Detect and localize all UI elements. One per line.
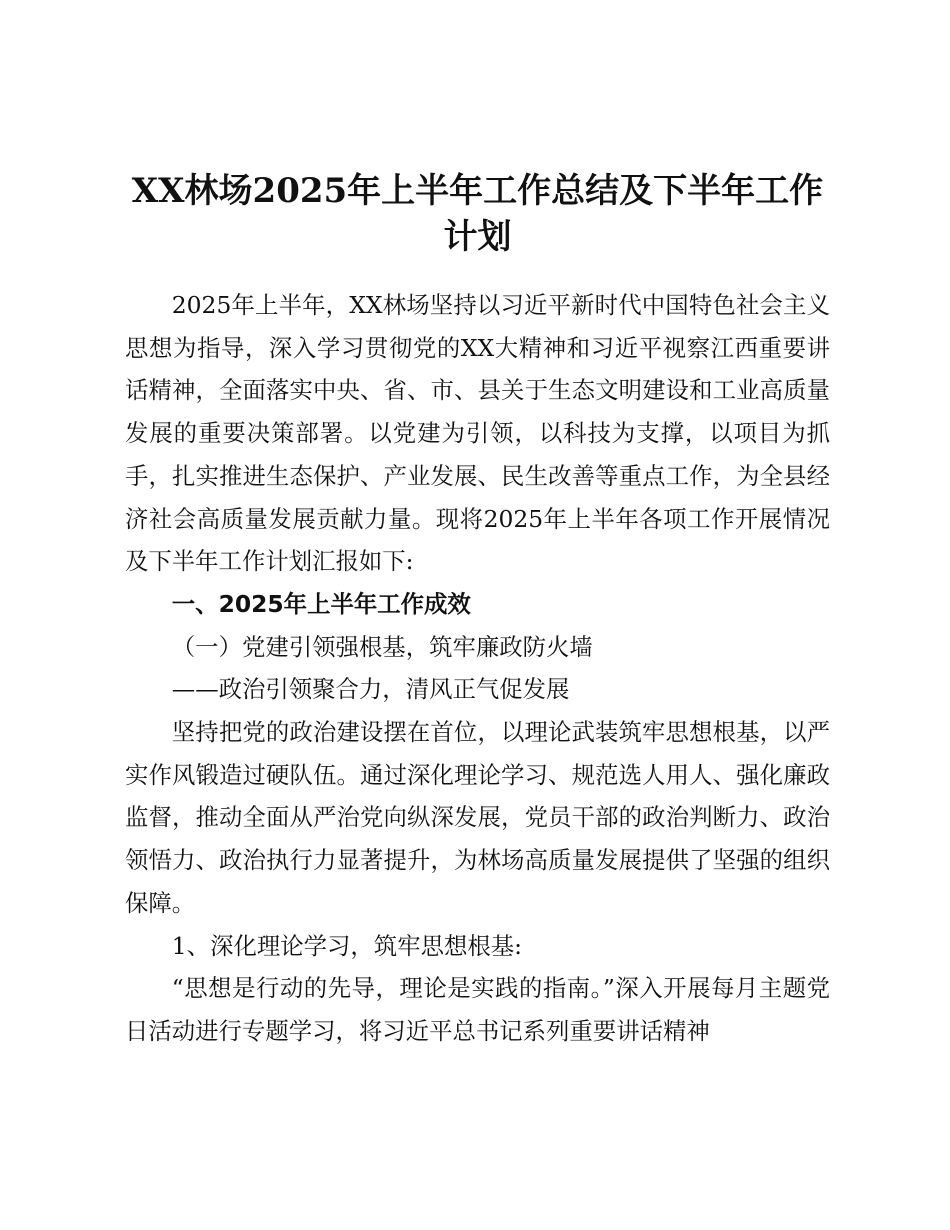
subsection-body-paragraph: 坚持把党的政治建设摆在首位，以理论武装筑牢思想根基，以严实作风锻造过硬队伍。通过深化理论学习、规范选人用人、强化廉政监督，推动全面从严治党向纵深发展，党员干部的政治判断力、政治领悟力、政治执行力显著提升，为林场高质量发展提供了坚强的组织保障。 [125, 718, 830, 917]
document-page [125, 168, 830, 1053]
document-title: XX林场2025年上半年工作总结及下半年工作计划 [131, 171, 824, 257]
subsection-subtitle: ——政治引领聚合力，清风正气促发展 [171, 675, 570, 704]
item-body-paragraph: “思想是行动的先导，理论是实践的指南。”深入开展每月主题党日活动进行专题学习，将习近平总书记系列重要讲话精神 [125, 974, 830, 1045]
intro-paragraph: 2025年上半年，XX林场坚持以习近平新时代中国特色社会主义思想为指导，深入学习贯彻党的XX大精神和习近平视察江西重要讲话精神，全面落实中央、省、市、县关于生态文明建设和工业高质量发展的重要决策部署。以党建为引领，以科技为支撑，以项目为抓手，扎实推进生态保护、产业发展、民生改善等重点工作，为全县经济社会高质量发展贡献力量。现将2025年上半年各项工作开展情况及下半年工作计划汇报如下: [125, 291, 830, 576]
document-body [125, 284, 830, 1053]
subsection-heading: （一）党建引领强根基，筑牢廉政防火墙 [171, 632, 593, 661]
section-heading: 一、2025年上半年工作成效 [171, 589, 471, 618]
item-heading: 1、深化理论学习，筑牢思想根基: [171, 931, 523, 960]
